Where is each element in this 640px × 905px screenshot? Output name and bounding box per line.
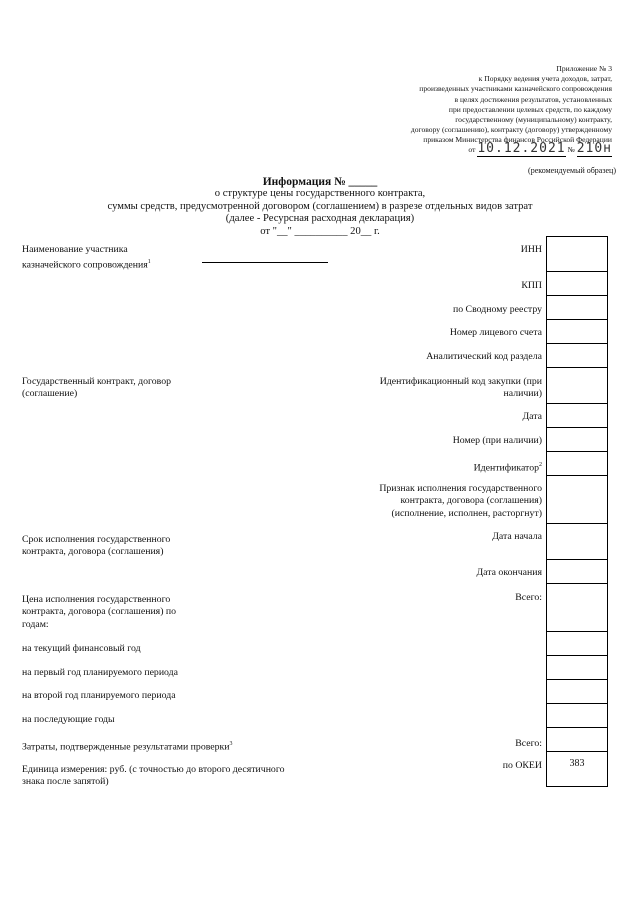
price-total-label: Всего: [515, 592, 542, 603]
sign-cell[interactable] [546, 475, 608, 523]
start-date-label: Дата начала [492, 531, 542, 542]
participant-underline [202, 262, 328, 263]
price-label [22, 594, 176, 631]
date-cell[interactable] [546, 403, 608, 427]
number-cell[interactable] [546, 427, 608, 451]
next-years-cell[interactable] [546, 703, 608, 727]
appendix-line: в целях достижения результатов, установленных [454, 94, 612, 104]
participant-label-line [22, 256, 151, 272]
current-year-label: на текущий финансовый год [22, 643, 141, 654]
identifier-cell[interactable] [546, 451, 608, 475]
unit-label-line: Единица измерения: руб. (с точностью до второго десятичного [22, 764, 285, 775]
end-date-cell[interactable] [546, 559, 608, 583]
sign-label-line: (исполнение, исполнен, расторгнут) [391, 507, 542, 519]
second-year-cell[interactable] [546, 679, 608, 703]
svod-cell[interactable] [546, 295, 608, 319]
identifier-label-text: Идентификатор [473, 462, 539, 474]
title-heading: Информация № _____ [262, 176, 378, 188]
number-prefix: № [567, 144, 575, 154]
contract-label-line: Государственный контракт, договор [22, 376, 172, 387]
recommended-sample: (рекомендуемый образец) [528, 166, 616, 175]
footnote-mark: 3 [229, 741, 233, 747]
first-year-cell[interactable] [546, 655, 608, 679]
costs-label-text: Затраты, подтвержденные результатами проверки [22, 741, 230, 753]
appendix-line: произведенных участниками казначейского сопровождения [419, 84, 612, 94]
appendix-line: приказом Министерства финансов Российской Федерации [423, 135, 612, 145]
sign-label [379, 483, 542, 520]
price-label-line: годам: [22, 618, 49, 630]
kpp-label: КПП [521, 280, 542, 291]
inn-label: ИНН [520, 244, 542, 255]
kpp-cell[interactable] [546, 271, 608, 295]
number-label: Номер (при наличии) [452, 435, 542, 446]
end-date-label: Дата окончания [476, 567, 542, 578]
term-label-line: контракта, договора (соглашения) [22, 546, 164, 558]
appendix-line: к Порядку ведения учета доходов, затрат, [478, 74, 612, 84]
costs-label [22, 738, 233, 754]
price-label-line: Цена исполнения государственного [22, 594, 171, 605]
price-label-line: контракта, договора (соглашения) по [22, 606, 177, 618]
date-label: Дата [522, 411, 542, 422]
unit-label-line: знака после запятой) [22, 776, 109, 788]
footnote-mark: 2 [539, 462, 542, 468]
ikz-label [380, 376, 542, 401]
analytic-label: Аналитический код раздела [426, 351, 542, 362]
appendix-line: при предоставлении целевых средств, по каждому [448, 104, 612, 114]
participant-label-line: Наименование участника [22, 244, 128, 255]
contract-label [22, 376, 171, 401]
svod-label: по Сводному реестру [452, 304, 542, 315]
okei-cell[interactable] [546, 751, 608, 787]
appendix-line: договору (соглашению), контракту (договору) утвержденному [410, 125, 612, 135]
sign-label-line: Признак исполнения государственного [379, 483, 542, 494]
okei-label: по ОКЕИ [502, 760, 542, 771]
participant-label [22, 244, 151, 272]
inn-cell[interactable] [546, 236, 608, 271]
account-cell[interactable] [546, 319, 608, 343]
unit-label [22, 764, 285, 789]
ikz-cell[interactable] [546, 367, 608, 403]
order-number: 210н [576, 140, 612, 156]
date-prefix: от [468, 144, 476, 154]
footnote-mark: 1 [147, 259, 151, 266]
term-label [22, 534, 170, 559]
costs-total-label: Всего: [515, 738, 542, 749]
sign-label-line: контракта, договора (соглашения) [400, 495, 542, 507]
account-label: Номер лицевого счета [449, 327, 542, 338]
identifier-label [474, 459, 542, 475]
current-year-cell[interactable] [546, 631, 608, 655]
start-date-cell[interactable] [546, 523, 608, 559]
okei-value: 383 [569, 758, 585, 769]
order-date: 10.12.2021 [477, 140, 566, 156]
price-total-cell[interactable] [546, 583, 608, 631]
next-years-label: на последующие годы [22, 714, 115, 725]
title-line: суммы средств, предусмотренной договором (соглашением) в разрезе отдельных видов затрат [107, 200, 533, 212]
appendix-line: Приложение № 3 [556, 64, 612, 73]
analytic-cell[interactable] [546, 343, 608, 367]
ikz-label-line: Идентификационный код закупки (при [379, 376, 542, 387]
first-year-label: на первый год планируемого периода [22, 667, 179, 678]
second-year-label: на второй год планируемого периода [22, 690, 176, 701]
participant-label-text: казначейского сопровождения [22, 259, 148, 271]
title-line: о структуре цены государственного контракта, [214, 188, 426, 200]
ikz-label-line: наличии) [503, 388, 542, 400]
title-date: от "__" __________ 20__ г. [260, 225, 380, 237]
term-label-line: Срок исполнения государственного [22, 534, 171, 545]
contract-label-line: (соглашение) [22, 388, 78, 400]
appendix-block [312, 64, 612, 155]
costs-total-cell[interactable] [546, 727, 608, 751]
appendix-line: государственному (муниципальному) контракту, [455, 115, 612, 125]
title-line: (далее - Ресурсная расходная декларация) [225, 213, 415, 225]
document-title [0, 176, 640, 238]
